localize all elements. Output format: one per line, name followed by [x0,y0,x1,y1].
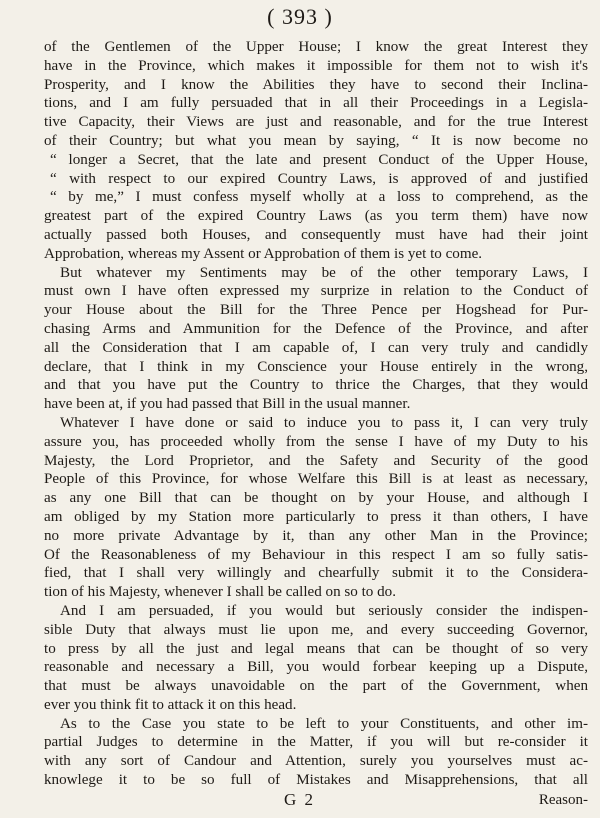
text-line: And I am persuaded, if you would but seriously consider the indispen- [60,602,588,619]
text-line: declare, that I think in my Conscience your House entirely in the wrong, [44,358,588,375]
catchword: Reason- [538,792,588,808]
text-line: as any one Bill that can be thought on by your House, and although I [44,490,588,507]
text-line: must own I have often expressed my surprize in relation to the Conduct of [44,283,588,300]
text-line: actually passed both Houses, and consequently must have had their joint [44,226,588,243]
text-line: “ with respect to our expired Country Laws, is approved of and justified [50,170,588,187]
text-line: tion of his Majesty, whenever I shall be called on so to do. [44,584,396,601]
text-line: am obliged by my Station more particularly to press it than others, I have [44,508,588,525]
text-line: Approbation, whereas my Assent or Approbation of them is yet to come. [44,245,483,262]
text-line: have been at, if you had passed that Bill in the usual manner. [44,396,411,413]
text-line: that must be always unavoidable on the part of the Government, when [44,678,588,695]
page-footer [0,790,600,814]
text-line: assure you, has proceeded wholly from the sense I have of my Duty to his [44,433,588,450]
text-line: partial Judges to determine in the Matter, if you will but re-consider it [44,734,588,751]
text-line: “ by me,” I must confess myself wholly at a loss to comprehend, as the [50,189,588,206]
text-line: knowlege it to be so full of Mistakes and Misapprehensions, that all [44,772,588,789]
text-line: tions, and I am fully persuaded that in all their Proceedings in a Legisla- [44,95,588,112]
text-line: People of this Province, for whose Welfare this Bill is at least as necessary, [44,471,588,488]
text-line: greatest part of the expired Country Laws (as you term them) have now [44,208,588,225]
text-line: have in the Province, which makes it impossible for them not to wish it's [44,57,588,74]
text-line: reasonable and necessary a Bill, you would forbear keeping up a Dispute, [44,659,588,676]
text-line: fied, that I shall very willingly and chearfully submit it to the Considera- [44,565,588,582]
text-line: chasing Arms and Ammunition for the Defence of the Province, and after [44,320,588,337]
text-line: ever you think fit to attack it on this head. [44,696,297,713]
text-line: to press by all the just and legal means that can be thought of so very [44,640,588,657]
text-line: Majesty, the Lord Proprietor, and the Safety and Security of the good [44,452,588,469]
body-text [44,38,588,790]
text-line: your House about the Bill for the Three Pence per Hogshead for Pur- [44,302,588,319]
text-line: no more private Advantage by it, than any other Man in the Province; [44,527,588,544]
text-line: tive Capacity, their Views are just and reasonable, and for the true Interest [44,114,588,131]
text-line: Of the Reasonableness of my Behaviour in this respect I am so fully satis- [44,546,588,563]
text-line: Whatever I have done or said to induce you to pass it, I can very truly [60,414,588,431]
text-line: and that you have put the Country to thrice the Charges, that they would [44,377,588,394]
signature-mark: G 2 [284,790,316,809]
text-line: with any sort of Candour and Attention, surely you yourselves must ac- [44,753,588,770]
text-line: But whatever my Sentiments may be of the other temporary Laws, I [60,264,588,281]
text-line: of their Country; but what you mean by saying, “ It is now become no [44,132,588,149]
text-line: “ longer a Secret, that the late and present Conduct of the Upper House, [50,151,588,168]
text-line: Prosperity, and I know the Abilities they have to second their Inclina- [44,76,588,93]
page-number: ( 393 ) [267,4,333,29]
text-line: all the Consideration that I am capable of, I can very truly and candidly [44,339,588,356]
text-line: sible Duty that always must lie upon me, and every succeeding Governor, [44,621,588,638]
text-line: As to the Case you state to be left to your Constituents, and other im- [60,715,588,732]
text-line: of the Gentlemen of the Upper House; I know the great Interest they [44,39,588,55]
